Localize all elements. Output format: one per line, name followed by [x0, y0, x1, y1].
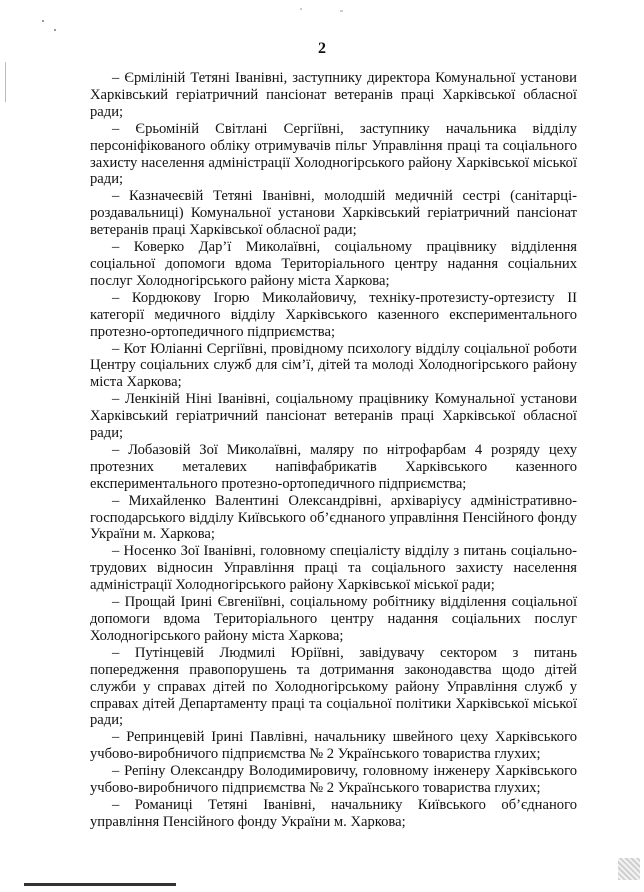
scan-artifact [618, 858, 640, 880]
list-item: – Романиці Тетяні Іванівні, начальнику Київського об’єднаного управління Пенсійного фонду України м. Харкова; [90, 796, 577, 830]
list-item: – Репіну Олександру Володимировичу, головному інженеру Харківського учбово-виробничого підприємства № 2 Українського товариства глухих; [90, 763, 577, 797]
list-item: – Казначеєвій Тетяні Іванівні, молодшій медичній сестрі (санітарці-роздавальниці) Комунальної установи Харківський геріатричний пансіонат ветеранів праці Харківської обласної ради; [90, 188, 577, 239]
list-item: – Єрміліній Тетяні Іванівні, заступнику директора Комунальної установи Харківський геріатричний пансіонат ветеранів праці Харківської обласної ради; [90, 70, 577, 120]
list-item: – Коверко Дар’ї Миколаївні, соціальному працівнику відділення соціальної допомоги вдома Територіального центру надання соціальних послуг Холодногірського району міста Харкова; [90, 239, 577, 289]
list-item: – Михайленко Валентині Олександрівні, архіваріусу адміністративно-господарського відділу Київського об’єднаного управління Пенсійного фонду України м. Харкова; [90, 492, 577, 543]
scan-speck [300, 8, 302, 10]
footer-line [24, 883, 176, 886]
page-number: 2 [318, 40, 326, 57]
list-item: – Путінцевій Людмилі Юріївні, завідувачу сектором з питань попередження правопорушень та дотримання законодавства щодо дітей служби у справах дітей по Холодногірському району Управління служб у справах дітей Департаменту праці та соціальної політики Харківської міської ради; [90, 644, 577, 729]
list-item: – Кордюкову Ігорю Миколайовичу, техніку-протезисту-ортезисту ІІ категорії медичного відділу Харківського казенного експериментального протезно-ортопедичного підприємства; [90, 289, 577, 340]
list-item: – Кот Юліанні Сергіївні, провідному психологу відділу соціальної роботи Центру соціальних служб для сім’ї, дітей та молоді Холодногірського району міста Харкова; [90, 340, 577, 391]
list-item: – Ленкіній Ніні Іванівні, соціальному працівнику Комунальної установи Харківський геріатричний пансіонат ветеранів праці Харківської обласної ради; [90, 391, 577, 442]
scan-speck [340, 10, 343, 12]
list-item: – Репринцевій Ірині Павлівні, начальнику швейного цеху Харківського учбово-виробничого підприємства № 2 Українського товариства глухих; [90, 729, 577, 763]
scan-margin-mark [5, 62, 6, 102]
list-item: – Лобазовій Зої Миколаївні, маляру по нітрофарбам 4 розряду цеху протезних металевих напівфабрикатів Харківського казенного експериментального протезно-ортопедичного підприємства; [90, 441, 577, 492]
scan-speck [54, 29, 56, 31]
list-item: – Єрьоміній Світлані Сергіївні, заступнику начальника відділу персоніфікованого обліку отримувачів пільг Управління праці та соціального захисту населення адміністрації Холодногірського району Харківської міської ради; [90, 120, 577, 188]
document-body [90, 70, 577, 831]
list-item: – Носенко Зої Іванівні, головному спеціалісту відділу з питань соціально-трудових відносин Управління праці та соціального захисту населення адміністрації Холодногірського району Харківської міської ради; [90, 543, 577, 594]
scan-speck [42, 20, 44, 22]
list-item: – Прощай Ірині Євгеніївні, соціальному робітнику відділення соціальної допомоги вдома Територіального центру надання соціальних послуг Холодногірського району міста Харкова; [90, 594, 577, 644]
